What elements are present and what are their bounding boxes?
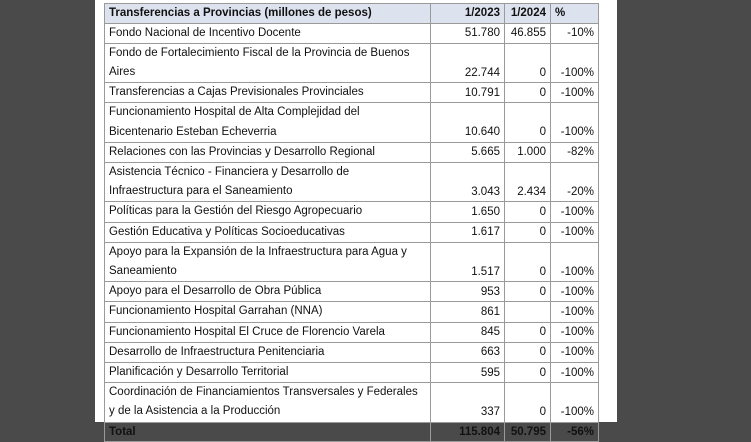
row-percent-cell: -100% <box>551 383 599 422</box>
row-name-cell: Coordinación de Financiamientos Transversales y Federales y de la Asistencia a la Producción <box>105 383 431 422</box>
row-2023-cell: 845 <box>431 322 505 342</box>
header-2024: 1/2024 <box>505 4 551 24</box>
row-2024-cell: 0 <box>505 383 551 422</box>
table-row <box>105 23 599 43</box>
row-2024-cell: 0 <box>505 103 551 142</box>
total-row <box>105 422 599 442</box>
row-2024-cell: 0 <box>505 202 551 222</box>
row-name-cell: Gestión Educativa y Políticas Socioeducativas <box>105 222 431 242</box>
row-name-cell: Apoyo para la Expansión de la Infraestructura para Agua y Saneamiento <box>105 242 431 281</box>
table-row <box>105 222 599 242</box>
row-name-cell: Funcionamiento Hospital Garrahan (NNA) <box>105 302 431 322</box>
table-row <box>105 43 599 82</box>
table-row <box>105 142 599 162</box>
row-percent-cell: -10% <box>551 23 599 43</box>
row-2023-cell: 1.617 <box>431 222 505 242</box>
row-2023-cell: 953 <box>431 282 505 302</box>
row-2024-cell: 0 <box>505 43 551 82</box>
total-percent: -56% <box>551 422 599 442</box>
row-percent-cell: -100% <box>551 322 599 342</box>
row-2024-cell: 0 <box>505 322 551 342</box>
row-name-cell: Funcionamiento Hospital El Cruce de Florencio Varela <box>105 322 431 342</box>
row-2023-cell: 1.517 <box>431 242 505 281</box>
row-percent-cell: -100% <box>551 242 599 281</box>
header-concept: Transferencias a Provincias (millones de pesos) <box>105 4 431 24</box>
table-row <box>105 202 599 222</box>
table-row <box>105 322 599 342</box>
row-2024-cell: 0 <box>505 342 551 362</box>
row-percent-cell: -100% <box>551 282 599 302</box>
row-name-cell: Funcionamiento Hospital de Alta Complejidad del Bicentenario Esteban Echeverria <box>105 103 431 142</box>
row-percent-cell: -100% <box>551 103 599 142</box>
table-row <box>105 342 599 362</box>
row-percent-cell: -100% <box>551 222 599 242</box>
row-2023-cell: 861 <box>431 302 505 322</box>
row-percent-cell: -82% <box>551 142 599 162</box>
row-2023-cell: 22.744 <box>431 43 505 82</box>
row-name-cell: Fondo Nacional de Incentivo Docente <box>105 23 431 43</box>
header-percent: % <box>551 4 599 24</box>
row-2023-cell: 5.665 <box>431 142 505 162</box>
row-percent-cell: -100% <box>551 362 599 382</box>
row-name-cell: Apoyo para el Desarrollo de Obra Pública <box>105 282 431 302</box>
row-name-cell: Transferencias a Cajas Previsionales Provinciales <box>105 83 431 103</box>
row-2024-cell <box>505 302 551 322</box>
header-2023: 1/2023 <box>431 4 505 24</box>
row-2023-cell: 337 <box>431 383 505 422</box>
row-2024-cell: 0 <box>505 222 551 242</box>
row-2024-cell: 0 <box>505 242 551 281</box>
table-row <box>105 83 599 103</box>
transfers-table <box>104 3 599 442</box>
spreadsheet-page <box>95 0 617 438</box>
row-name-cell: Desarrollo de Infraestructura Penitenciaria <box>105 342 431 362</box>
table-body <box>105 23 599 422</box>
row-2023-cell: 3.043 <box>431 162 505 201</box>
total-label: Total <box>105 422 431 442</box>
row-name-cell: Fondo de Fortalecimiento Fiscal de la Provincia de Buenos Aires <box>105 43 431 82</box>
row-2024-cell: 1.000 <box>505 142 551 162</box>
row-2023-cell: 1.650 <box>431 202 505 222</box>
row-2024-cell: 2.434 <box>505 162 551 201</box>
row-percent-cell: -100% <box>551 83 599 103</box>
row-name-cell: Planificación y Desarrollo Territorial <box>105 362 431 382</box>
table-row <box>105 282 599 302</box>
table-row <box>105 302 599 322</box>
table-row <box>105 103 599 142</box>
row-name-cell: Relaciones con las Provincias y Desarrollo Regional <box>105 142 431 162</box>
row-2024-cell: 46.855 <box>505 23 551 43</box>
row-2024-cell: 0 <box>505 83 551 103</box>
row-percent-cell: -100% <box>551 43 599 82</box>
row-percent-cell: -100% <box>551 302 599 322</box>
table-row <box>105 383 599 422</box>
row-2023-cell: 10.791 <box>431 83 505 103</box>
row-2023-cell: 51.780 <box>431 23 505 43</box>
total-2024: 50.795 <box>505 422 551 442</box>
row-2023-cell: 663 <box>431 342 505 362</box>
header-row <box>105 4 599 24</box>
row-percent-cell: -100% <box>551 202 599 222</box>
row-percent-cell: -100% <box>551 342 599 362</box>
row-name-cell: Asistencia Técnico - Financiera y Desarrollo de Infraestructura para el Saneamiento <box>105 162 431 201</box>
row-2024-cell: 0 <box>505 282 551 302</box>
table-row <box>105 362 599 382</box>
row-2023-cell: 595 <box>431 362 505 382</box>
row-percent-cell: -20% <box>551 162 599 201</box>
total-2023: 115.804 <box>431 422 505 442</box>
table-row <box>105 162 599 201</box>
row-2023-cell: 10.640 <box>431 103 505 142</box>
row-2024-cell: 0 <box>505 362 551 382</box>
table-row <box>105 242 599 281</box>
row-name-cell: Políticas para la Gestión del Riesgo Agropecuario <box>105 202 431 222</box>
